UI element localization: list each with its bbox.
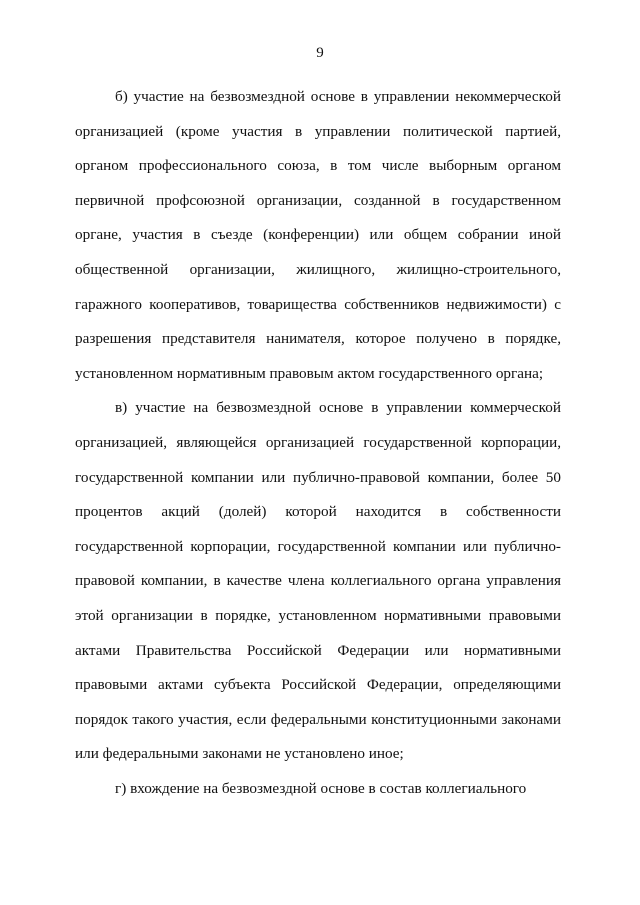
paragraph-b: б) участие на безвозмездной основе в управлении некоммерческой организацией (кроме участия в управлении политической партией, органом профессионального союза, в том числе выборным органом первичной профсоюзной организации, созданной в государственном органе, участия в съезде (конференции) или общем собрании иной общественной организации, жилищного, жилищно-строительного, гаражного кооперативов, товарищества собственников недвижимости) с разрешения представителя нанимателя, которое получено в порядке, установленном нормативным правовым актом государственного органа; (75, 88, 561, 382)
paragraph-v: в) участие на безвозмездной основе в управлении коммерческой организацией, являющейся организацией государственной корпорации, государственной компании или публично-правовой компании, более 50 процентов акций (долей) которой находится в собственности государственной корпорации, государственной компании или публично-правовой компании, в качестве члена коллегиального органа управления этой организации в порядке, установленном нормативными правовыми актами Правительства Российской Федерации или нормативными правовыми актами субъекта Российской Федерации, определяющими порядок такого участия, если федеральными конституционными законами или федеральными законами не установлено иное; (75, 399, 561, 763)
page-number: 9 (316, 45, 324, 61)
paragraph-g: г) вхождение на безвозмездной основе в состав коллегиального (115, 779, 527, 797)
document-body (75, 80, 561, 806)
